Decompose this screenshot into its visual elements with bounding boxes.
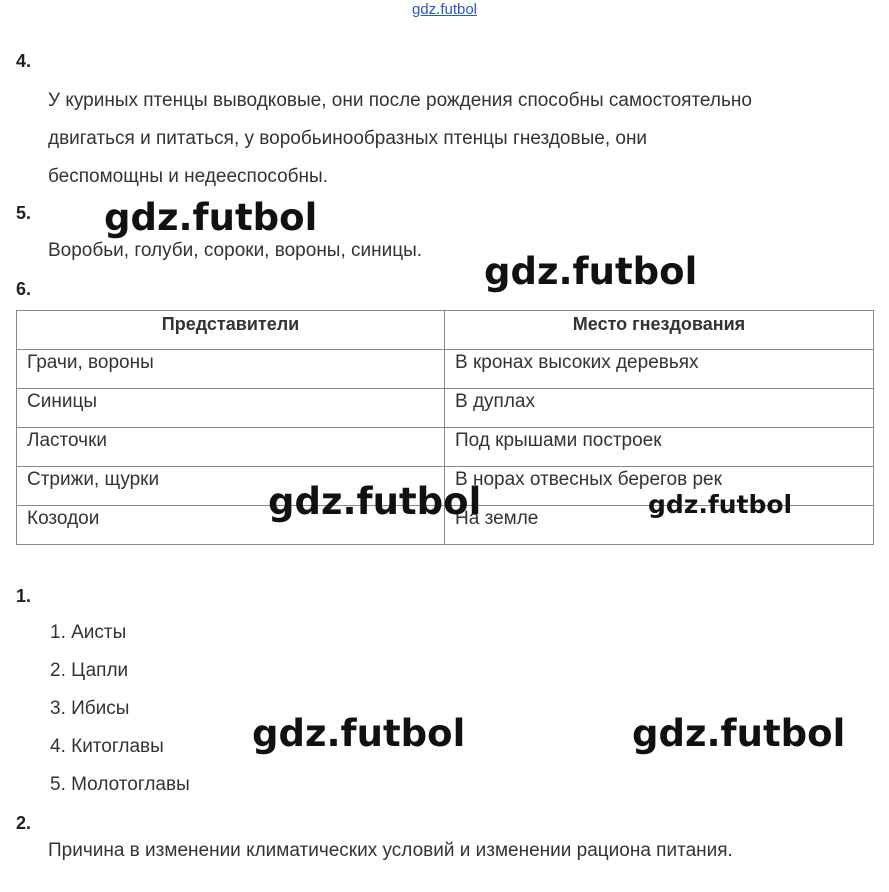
watermark: gdz.futbol bbox=[252, 712, 466, 755]
table-cell: Грачи, вороны bbox=[17, 350, 445, 389]
watermark: gdz.futbol bbox=[268, 480, 482, 523]
table-cell: Под крышами построек bbox=[445, 428, 874, 467]
table-header-nesting-place: Место гнездования bbox=[445, 311, 874, 350]
list-item: 2. Цапли bbox=[50, 660, 129, 681]
table-cell: В норах отвесных берегов рек bbox=[445, 467, 874, 506]
section-4-line-1: У куриных птенцы выводковые, они после рождения способны самостоятельно bbox=[48, 90, 752, 111]
table-cell: Козодои bbox=[17, 506, 445, 545]
table-cell: Ласточки bbox=[17, 428, 445, 467]
table-cell: В дуплах bbox=[445, 389, 874, 428]
table-cell: Синицы bbox=[17, 389, 445, 428]
table-row bbox=[17, 428, 874, 467]
watermark: gdz.futbol bbox=[104, 196, 318, 239]
list-item: 3. Ибисы bbox=[50, 698, 130, 719]
section-4-line-2: двигаться и питаться, у воробьинообразных птенцы гнездовые, они bbox=[48, 128, 648, 149]
watermark: gdz.futbol bbox=[648, 490, 793, 519]
watermark: gdz.futbol bbox=[632, 712, 846, 755]
section-number-2: 2. bbox=[16, 813, 32, 833]
watermark: gdz.futbol bbox=[484, 250, 698, 293]
list-item: 5. Молотоглавы bbox=[50, 774, 190, 795]
section-5-text: Воробьи, голуби, сороки, вороны, синицы. bbox=[48, 240, 423, 261]
section-number-5: 5. bbox=[16, 203, 32, 223]
table-cell: Стрижи, щурки bbox=[17, 467, 445, 506]
section-number-4: 4. bbox=[16, 51, 32, 71]
section-2-text: Причина в изменении климатических условий и изменении рациона питания. bbox=[48, 840, 733, 861]
table-header-row bbox=[17, 311, 874, 350]
site-link[interactable]: gdz.futbol bbox=[411, 1, 478, 18]
table-row bbox=[17, 389, 874, 428]
section-4-text bbox=[48, 82, 878, 196]
section-4-line-3: беспомощны и недееспособны. bbox=[48, 166, 328, 187]
section-number-6: 6. bbox=[16, 279, 32, 299]
table-header-representatives: Представители bbox=[17, 311, 445, 350]
table-row bbox=[17, 350, 874, 389]
list-item: 1. Аисты bbox=[50, 622, 127, 643]
section-number-1: 1. bbox=[16, 586, 32, 606]
list-item: 4. Китоглавы bbox=[50, 736, 164, 757]
table-cell: В кронах высоких деревьях bbox=[445, 350, 874, 389]
table-cell: На земле bbox=[445, 506, 874, 545]
